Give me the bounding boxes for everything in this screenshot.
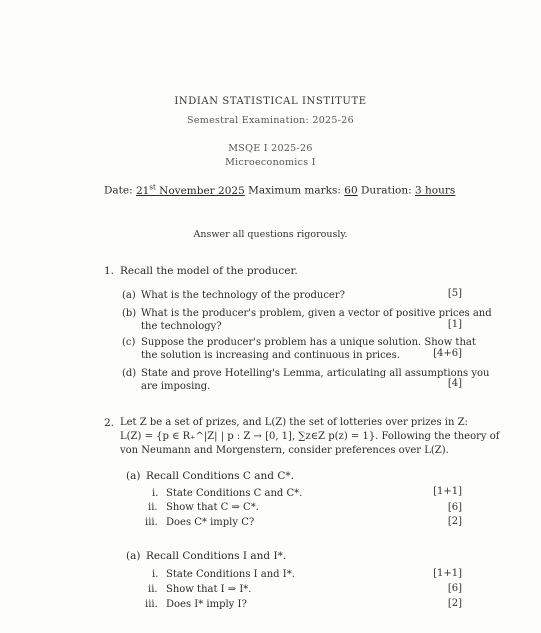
- q2a-iii-text: Does C* imply C?: [166, 517, 255, 528]
- q1d-label: (d): [122, 368, 137, 379]
- q2a-ii-text: Show that C ⇒ C*.: [166, 502, 259, 513]
- date-label: Date:: [104, 184, 133, 197]
- q2a-iii-label: iii.: [145, 517, 158, 528]
- q2a-text: Recall Conditions C and C*.: [146, 470, 294, 482]
- q1b-text-1: What is the producer's problem, given a vector of positive prices and: [141, 308, 492, 319]
- q2b-iii-label: iii.: [145, 599, 158, 610]
- date-value: 21st November 2025: [136, 183, 245, 197]
- q2-text-2: L(Z) = {p ∈ R₊^|Z| | p : Z → [0, 1], ∑z∈Z p(z) = 1}. Following the theory of: [120, 431, 500, 442]
- q2a-iii-mark: [2]: [447, 516, 462, 527]
- q2b-i-label: i.: [152, 569, 159, 580]
- q1a-mark: [5]: [447, 288, 462, 299]
- q2a-i-text: State Conditions C and C*.: [166, 488, 303, 499]
- instruction: Answer all questions rigorously.: [193, 229, 348, 240]
- q1c-label: (c): [122, 337, 136, 348]
- q1a-label: (a): [122, 290, 136, 301]
- q1b-label: (b): [122, 308, 137, 319]
- q2a-ii-label: ii.: [148, 502, 158, 513]
- q1c-mark: [4+6]: [433, 348, 462, 359]
- q1d-text-1: State and prove Hotelling's Lemma, articulating all assumptions you: [141, 368, 490, 379]
- q2b-iii-text: Does I* imply I?: [166, 599, 247, 610]
- q2b-ii-mark: [6]: [447, 583, 462, 594]
- q1d-mark: [4]: [447, 378, 462, 389]
- q1a-text: What is the technology of the producer?: [141, 290, 345, 301]
- duration-value: 3 hours: [415, 184, 456, 197]
- institute-title: INDIAN STATISTICAL INSTITUTE: [174, 96, 367, 107]
- marks-value: 60: [344, 184, 358, 197]
- marks-label: Maximum marks:: [248, 184, 341, 197]
- q2b-i-text: State Conditions I and I*.: [166, 569, 295, 580]
- q2a-i-mark: [1+1]: [433, 486, 462, 497]
- q2-text-1: Let Z be a set of prizes, and L(Z) the set of lotteries over prizes in Z:: [120, 417, 468, 428]
- subject-title: Microeconomics I: [225, 157, 316, 168]
- exam-title: Semestral Examination: 2025-26: [187, 115, 354, 126]
- q1-number: 1.: [104, 265, 115, 277]
- duration-label: Duration:: [361, 184, 412, 197]
- q2b-text: Recall Conditions I and I*.: [146, 550, 287, 562]
- q2b-ii-label: ii.: [148, 584, 158, 595]
- q2a-i-label: i.: [152, 488, 159, 499]
- q2a-ii-mark: [6]: [447, 502, 462, 513]
- q2b-iii-mark: [2]: [447, 598, 462, 609]
- q1c-text-2: the solution is increasing and continuous in prices.: [141, 350, 400, 361]
- q2a-label: (a): [126, 470, 141, 482]
- q1b-text-2: the technology?: [141, 321, 222, 332]
- date-line: [104, 183, 455, 197]
- q2b-i-mark: [1+1]: [433, 568, 462, 579]
- q1d-text-2: are imposing.: [141, 381, 211, 392]
- q2-text-3: von Neumann and Morgenstern, consider preferences over L(Z).: [120, 445, 449, 456]
- q1b-mark: [1]: [447, 319, 462, 330]
- q1-text: Recall the model of the producer.: [120, 265, 298, 277]
- q2b-label: (a): [126, 550, 141, 562]
- q2-number: 2.: [104, 417, 115, 429]
- q1c-text-1: Suppose the producer's problem has a unique solution. Show that: [141, 337, 476, 348]
- course-title: MSQE I 2025-26: [228, 143, 313, 154]
- q2b-ii-text: Show that I ⇒ I*.: [166, 584, 252, 595]
